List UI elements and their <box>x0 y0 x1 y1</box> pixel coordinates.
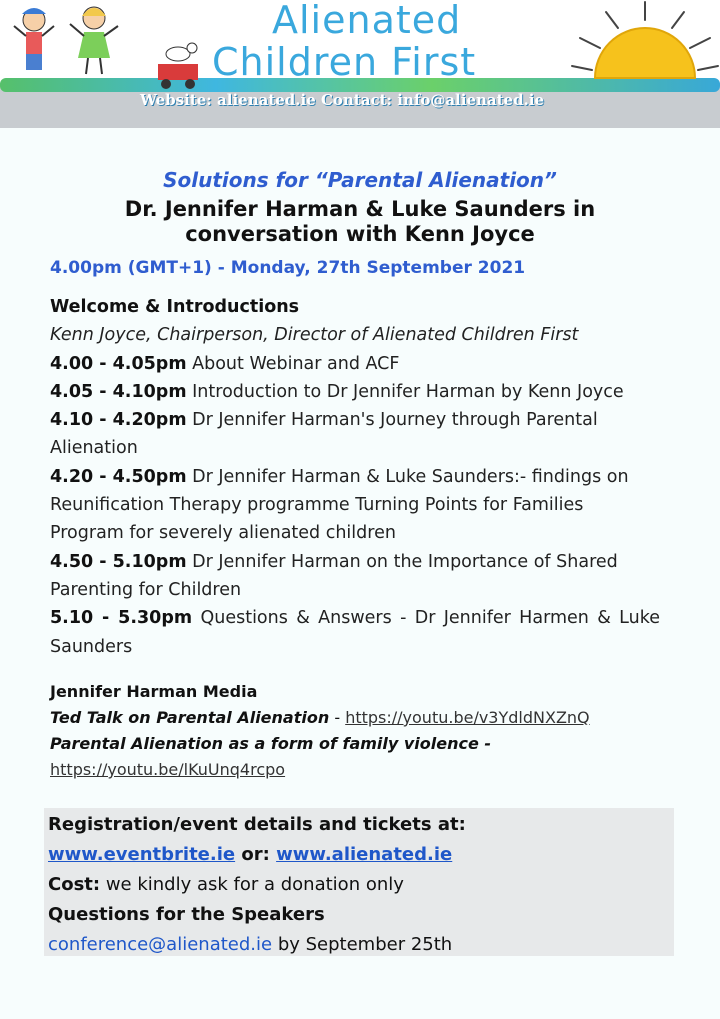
event-title-line2: conversation with Kenn Joyce <box>185 222 535 246</box>
alienated-site-link[interactable]: www.alienated.ie <box>276 844 453 865</box>
schedule-item: 4.00 - 4.05pm About Webinar and ACF <box>50 353 400 374</box>
cost-row: Cost: we kindly ask for a donation only <box>48 874 404 895</box>
sun-icon <box>570 0 720 90</box>
questions-row: conference@alienated.ie by September 25th <box>48 934 453 955</box>
welcome-subtitle: Kenn Joyce, Chairperson, Director of Alienated Children First <box>50 325 579 346</box>
ted-talk-link[interactable]: https://youtu.be/v3YdldNXZnQ <box>345 708 590 727</box>
schedule-item: 4.05 - 4.10pm Introduction to Dr Jennifer Harman by Kenn Joyce <box>50 381 624 402</box>
header-banner <box>0 0 720 128</box>
eventbrite-link[interactable]: www.eventbrite.ie <box>48 844 236 865</box>
registration-links: www.eventbrite.ie or: www.alienated.ie <box>48 844 453 865</box>
media-section <box>50 679 670 783</box>
registration-title: Registration/event details and tickets at: <box>48 814 466 835</box>
media-title: Jennifer Harman Media <box>50 682 258 701</box>
conference-email-link[interactable]: conference@alienated.ie <box>48 934 273 955</box>
registration-panel <box>44 808 674 956</box>
event-datetime: 4.00pm (GMT+1) - Monday, 27th September 2021 <box>50 258 526 278</box>
schedule-item: 5.10 - 5.30pm Questions & Answers - Dr Jennifer Harmen & Luke Saunders <box>50 608 660 657</box>
family-violence-link[interactable]: https://youtu.be/lKuUnq4rcpo <box>50 760 286 779</box>
welcome-title: Welcome & Introductions <box>50 297 300 317</box>
event-subtitle: Solutions for “Parental Alienation” <box>163 168 557 192</box>
logo-title-line1: Alienated <box>272 0 462 42</box>
children-illustration-icon <box>8 2 218 92</box>
schedule-item: 4.10 - 4.20pm Dr Jennifer Harman's Journey through Parental Alienation <box>50 410 598 459</box>
event-title <box>0 197 720 247</box>
banner-contact-line: Website: alienated.ie Contact: info@alienated.ie <box>140 91 545 109</box>
event-title-line1: Dr. Jennifer Harman & Luke Saunders in <box>124 197 596 221</box>
schedule-item: 4.50 - 5.10pm Dr Jennifer Harman on the Importance of Shared Parenting for Children <box>50 551 618 600</box>
ted-talk-row: Ted Talk on Parental Alienation - https://youtu.be/v3YdldNXZnQ <box>50 708 590 727</box>
program-schedule <box>50 293 660 661</box>
questions-title: Questions for the Speakers <box>48 904 325 925</box>
schedule-item: 4.20 - 4.50pm Dr Jennifer Harman & Luke Saunders:- findings on Reunification Therapy programme Turning Points for Families Program for severely alienated children <box>50 466 629 544</box>
family-violence-label: Parental Alienation as a form of family violence - <box>50 734 492 753</box>
logo-title-line2: Children First <box>212 40 477 84</box>
